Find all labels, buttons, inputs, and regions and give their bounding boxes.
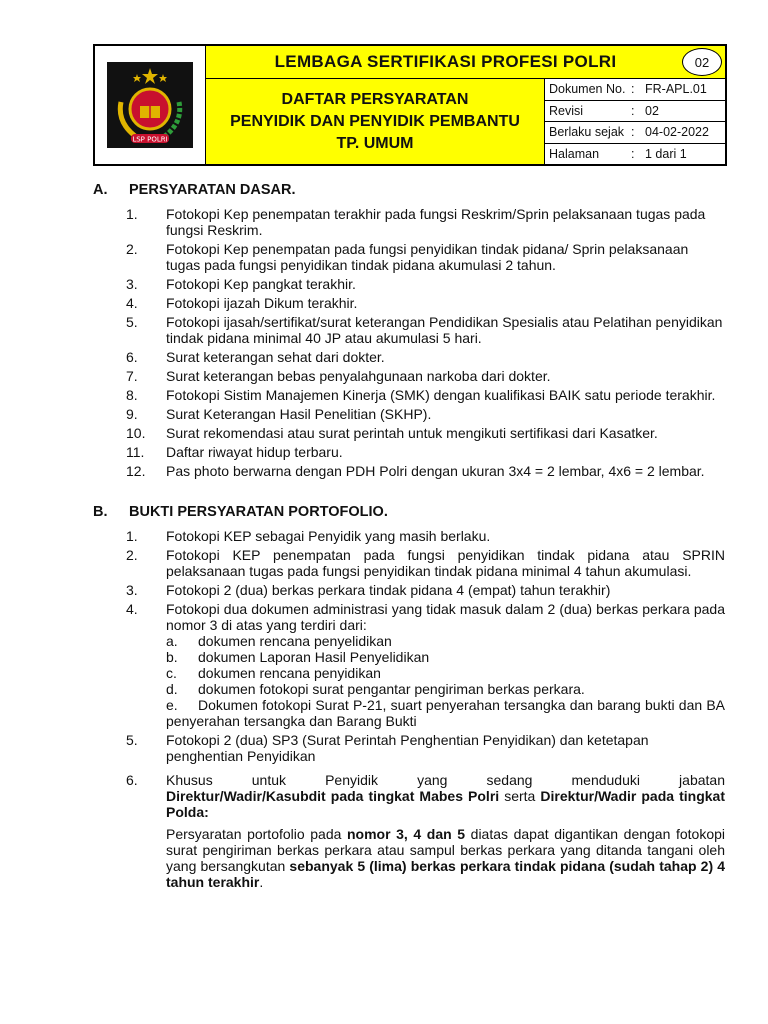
org-name: LEMBAGA SERTIFIKASI PROFESI POLRI xyxy=(274,52,617,71)
list-item: 9. Surat Keterangan Hasil Penelitian (SKHP). xyxy=(126,406,432,422)
page-badge: 02 xyxy=(682,48,722,76)
document-body xyxy=(93,182,725,893)
list-item: 6. Khusus untuk Penyidik yang sedang menduduki jabatan Direktur/Wadir/Kasubdit pada tingkat Mabes Polri serta Direktur/Wadir pada tingkat Polda: Persyaratan portofolio pada nomor 3, 4 dan 5 diatas dapat digantikan dengan fotokopi surat pengiriman berkas perkara atau sampul berkas perkara yang ditanda tangani oleh yang bersangkutan sebanyak 5 (lima) berkas perkara tindak pidana (sudah tahap 2) 4 tahun terakhir. xyxy=(126,772,725,890)
list-item: 11. Daftar riwayat hidup terbaru. xyxy=(126,444,343,460)
title-line-2: PENYIDIK DAN PENYIDIK PEMBANTU xyxy=(230,112,520,130)
portfolio-note: Persyaratan portofolio pada nomor 3, 4 dan 5 diatas dapat digantikan dengan fotokopi surat pengiriman berkas perkara atau sampul berkas perkara yang ditanda tangani oleh yang bersangkutan sebanyak 5 (lima) berkas perkara tindak pidana (sudah tahap 2) 4 tahun terakhir. xyxy=(166,826,725,890)
section-b-heading: B. BUKTI PERSYARATAN PORTOFOLIO. xyxy=(93,504,388,520)
document-header xyxy=(93,44,727,166)
list-item: 5. Fotokopi 2 (dua) SP3 (Surat Perintah Penghentian Penyidikan) dan ketetapan penghentian Penyidikan xyxy=(126,732,649,764)
list-item: 5. Fotokopi ijasah/sertifikat/surat keterangan Pendidikan Spesialis atau Pelatihan penyidikan tindak pidana minimal 40 JP atau akumulasi 5 hari. xyxy=(126,314,723,346)
org-row xyxy=(206,46,725,79)
list-item: 3. Fotokopi Kep pangkat terakhir. xyxy=(126,276,356,292)
logo-cell xyxy=(95,46,206,164)
meta-row-effective: Berlaku sejak : 04-02-2022 xyxy=(545,122,725,144)
list-item: 2. Fotokopi KEP penempatan pada fungsi penyidikan tindak pidana atau SPRIN pelaksanaan tugas pada fungsi penyidikan tindak pidana minimal 4 tahun akumulasi. xyxy=(126,547,725,579)
list-item: 7. Surat keterangan bebas penyalahgunaan narkoba dari dokter. xyxy=(126,368,551,384)
meta-row-revision: Revisi : 02 xyxy=(545,101,725,123)
list-item: 1. Fotokopi KEP sebagai Penyidik yang masih berlaku. xyxy=(126,528,491,544)
sub-item: e. Dokumen fotokopi Surat P-21, suart penyerahan tersangka dan barang bukti dan BA penyerahan tersangka dan Barang Bukti xyxy=(166,697,725,729)
meta-row-page: Halaman : 1 dari 1 xyxy=(549,146,687,161)
sub-item: c. dokumen rencana penyidikan xyxy=(166,665,381,681)
list-item: 4. Fotokopi dua dokumen administrasi yang tidak masuk dalam 2 (dua) berkas perkara pada nomor 3 di atas yang terdiri dari: a. dokumen rencana penyelidikan b. dokumen Laporan Hasil Penyelidikan c. dokumen rencana penyidikan d. dokumen fotokopi surat pengantar pengiriman berkas perkara. e. Dokumen fotokopi Surat P-21, suart penyerahan tersangka dan barang bukti dan BA penyerahan tersangka dan Barang Bukti xyxy=(126,601,725,729)
list-item: 6. Surat keterangan sehat dari dokter. xyxy=(126,349,385,365)
section-a-list xyxy=(93,206,725,479)
list-item: 1. Fotokopi Kep penempatan terakhir pada fungsi Reskrim/Sprin pelaksanaan tugas pada fungsi Reskrim. xyxy=(126,206,706,238)
list-item: 12. Pas photo berwarna dengan PDH Polri dengan ukuran 3x4 = 2 lembar, 4x6 = 2 lembar. xyxy=(126,463,705,479)
sub-item: d. dokumen fotokopi surat pengantar pengiriman berkas perkara. xyxy=(166,681,585,697)
section-b-list xyxy=(93,528,725,890)
list-item: 4. Fotokopi ijazah Dikum terakhir. xyxy=(126,295,358,311)
meta-table xyxy=(545,79,725,164)
list-item: 8. Fotokopi Sistim Manajemen Kinerja (SMK) dengan kualifikasi BAIK satu periode terakhir. xyxy=(126,387,716,403)
logo-text: LSP POLRI xyxy=(132,135,168,144)
meta-row-document: Dokumen No. : FR-APL.01 xyxy=(545,79,725,101)
title-line-1: DAFTAR PERSYARATAN xyxy=(281,90,469,108)
lsp-polri-logo xyxy=(107,62,193,148)
sub-item: a. dokumen rencana penyelidikan xyxy=(166,633,392,649)
document-title xyxy=(206,79,545,164)
list-item: 10. Surat rekomendasi atau surat perintah untuk mengikuti sertifikasi dari Kasatker. xyxy=(126,425,658,441)
section-a-heading: A. PERSYARATAN DASAR. xyxy=(93,182,296,198)
list-item: 2. Fotokopi Kep penempatan pada fungsi penyidikan tindak pidana/ Sprin pelaksanaan tugas pada fungsi penyidikan tindak pidana akumulasi 2 tahun. xyxy=(126,241,689,273)
list-item: 3. Fotokopi 2 (dua) berkas perkara tindak pidana 4 (empat) tahun terakhir) xyxy=(126,582,611,598)
title-line-3: TP. UMUM xyxy=(336,134,414,152)
sub-item: b. dokumen Laporan Hasil Penyelidikan xyxy=(166,649,430,665)
